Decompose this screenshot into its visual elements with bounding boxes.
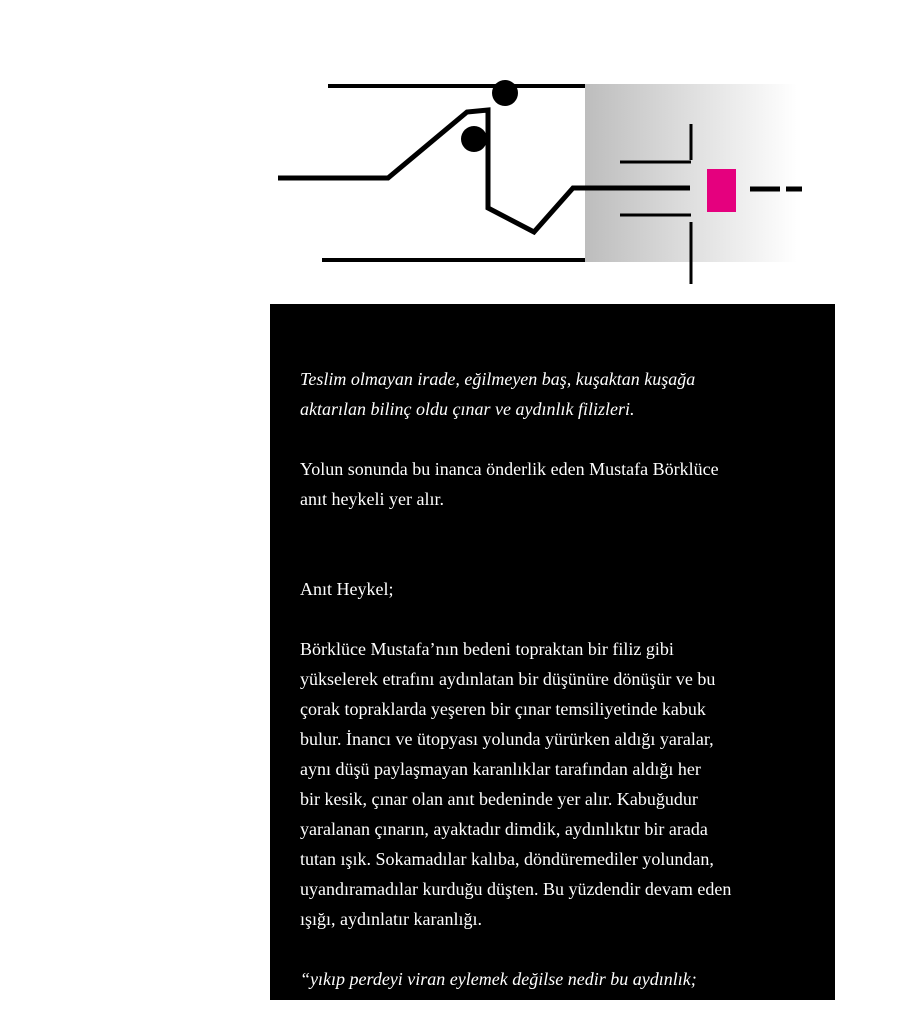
circle-middle	[461, 126, 487, 152]
circle-top	[492, 80, 518, 106]
monument-section	[300, 544, 805, 934]
abstract-linework-diagram	[0, 0, 917, 300]
section-heading: Anıt Heykel;	[300, 579, 394, 599]
text-panel	[270, 304, 835, 1019]
intro-paragraph: Teslim olmayan irade, eğilmeyen baş, kuşaktan kuşağa aktarılan bilinç oldu çınar ve aydınlık filizleri.	[300, 369, 696, 419]
magenta-block	[707, 169, 736, 212]
paragraph-2: Börklüce Mustafa’nın bedeni topraktan bir filiz gibi yükselerek etrafını aydınlatan bir düşünüre dönüşür ve bu çorak topraklarda yeşeren bir çınar temsiliyetinde kabuk bulur. İnancı ve ütopyası yolunda yürürken aldığı yaralar, aynı düşü paylaşmayan karanlıklar tarafından aldığı her bir kesik, çınar olan anıt bedeninde yer alır. Kabuğudur yaralanan çınarın, ayaktadır dimdik, aydınlıktır bir arada tutan ışık. Sokamadılar kalıba, döndüremediler yolundan, uyandıramadılar kurduğu düşten. Bu yüzdendir devam eden ışığı, aydınlatır karanlığı.	[300, 639, 732, 929]
closing-quote: “yıkıp perdeyi viran eylemek değilse nedir bu aydınlık; gölgesinde çınarın”	[300, 969, 697, 1019]
paragraph-1: Yolun sonunda bu inanca önderlik eden Mustafa Börklüce anıt heykeli yer alır.	[300, 459, 719, 509]
